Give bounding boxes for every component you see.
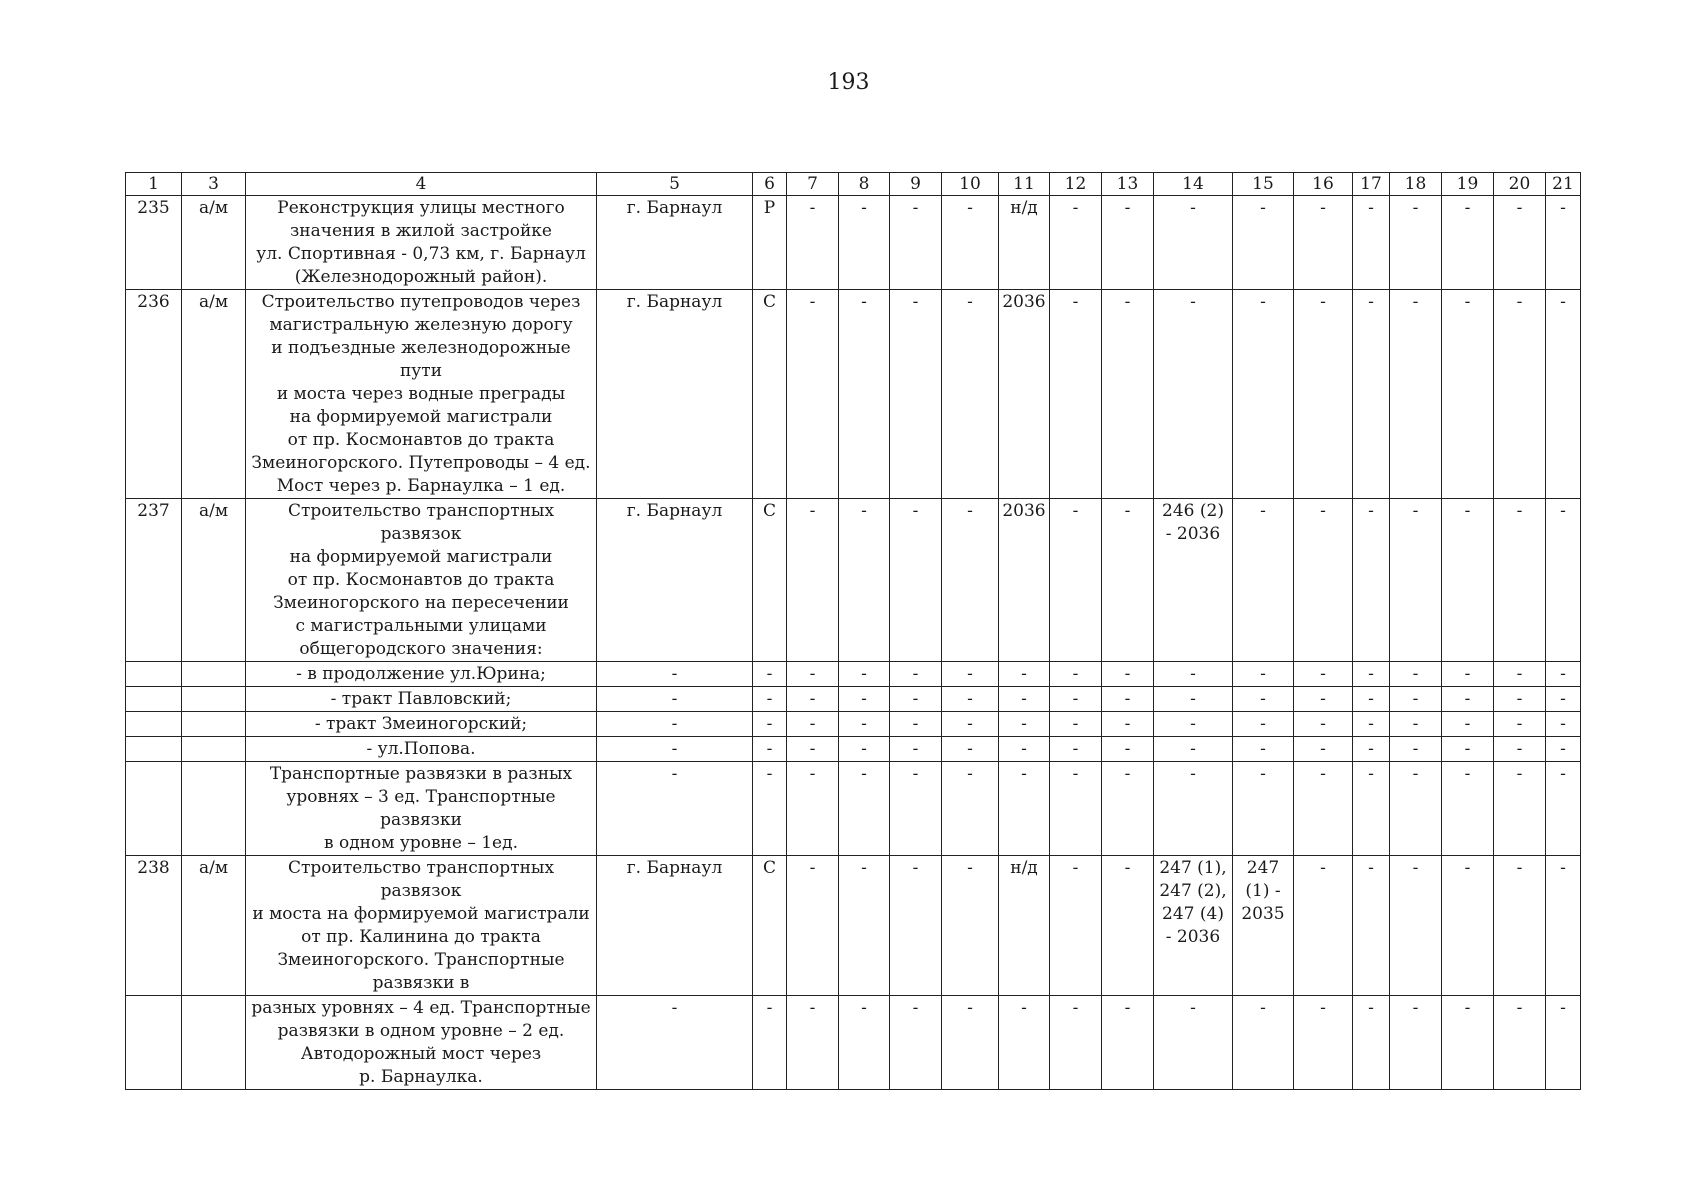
table-cell: а/м — [182, 856, 246, 996]
page-number: 193 — [827, 70, 870, 95]
table-cell: - — [1494, 856, 1546, 996]
table-cell: - — [753, 662, 787, 687]
table-cell: - — [1390, 712, 1442, 737]
table-cell: - — [1154, 687, 1233, 712]
column-header: 5 — [597, 173, 753, 196]
table-cell: - — [1050, 687, 1102, 712]
table-cell: Строительство путепроводов через магистральную железную дорогу и подъездные железнодорожные пути и моста через водные преграды на формируемой магистрали от пр. Космонавтов до тракта Змеиногорского. Путепроводы – 4 ед. Мост через р. Барнаулка – 1 ед. — [246, 290, 597, 499]
table-cell: - — [890, 996, 942, 1090]
table-cell — [126, 662, 182, 687]
table-cell: - — [597, 687, 753, 712]
column-header: 11 — [999, 173, 1050, 196]
table-cell: - — [1294, 996, 1353, 1090]
table-cell: - — [942, 762, 999, 856]
table-cell: - — [839, 196, 890, 290]
table-cell: - — [1050, 737, 1102, 762]
table-cell: - — [839, 662, 890, 687]
table-cell — [182, 662, 246, 687]
table-cell: - — [1390, 856, 1442, 996]
table-row — [126, 762, 1581, 856]
table-cell: - — [1442, 499, 1494, 662]
table-cell: Строительство транспортных развязок на формируемой магистрали от пр. Космонавтов до тракта Змеиногорского на пересечении с магистральными улицами общегородского значения: — [246, 499, 597, 662]
table-cell: - — [1294, 196, 1353, 290]
table-cell: Строительство транспортных развязок и моста на формируемой магистрали от пр. Калинина до тракта Змеиногорского. Транспортные развязки в — [246, 856, 597, 996]
table-cell: - — [1154, 996, 1233, 1090]
table-cell: 2036 — [999, 499, 1050, 662]
table-cell: - — [1390, 737, 1442, 762]
table-cell: - — [1050, 762, 1102, 856]
table-cell: - — [890, 290, 942, 499]
table-cell: - — [597, 737, 753, 762]
table-cell: - — [839, 290, 890, 499]
table-cell: - — [1494, 499, 1546, 662]
table-cell: г. Барнаул — [597, 856, 753, 996]
table-row — [126, 499, 1581, 662]
table-cell: - — [1353, 499, 1390, 662]
table-cell: - — [839, 712, 890, 737]
table-cell: - — [1102, 499, 1154, 662]
table-cell: - — [597, 762, 753, 856]
table-cell: Р — [753, 196, 787, 290]
table-cell: - — [597, 662, 753, 687]
table-cell: - — [942, 196, 999, 290]
column-header: 19 — [1442, 173, 1494, 196]
table-cell: - — [999, 737, 1050, 762]
table-cell: - — [1494, 196, 1546, 290]
table-cell: - — [890, 499, 942, 662]
table-cell: - — [1353, 196, 1390, 290]
table-row — [126, 856, 1581, 996]
table-row — [126, 712, 1581, 737]
table-cell — [182, 687, 246, 712]
table-cell: - — [1494, 762, 1546, 856]
table-cell: - — [1050, 499, 1102, 662]
table-cell: г. Барнаул — [597, 290, 753, 499]
table-cell: Реконструкция улицы местного значения в жилой застройке ул. Спортивная - 0,73 км, г. Барнаул (Железнодорожный район). — [246, 196, 597, 290]
table-cell: - — [839, 856, 890, 996]
data-table — [125, 172, 1581, 1090]
table-cell: - — [999, 687, 1050, 712]
table-cell: - — [1494, 712, 1546, 737]
table-cell: - — [1294, 856, 1353, 996]
table-cell: а/м — [182, 499, 246, 662]
column-header: 12 — [1050, 173, 1102, 196]
table-cell — [126, 687, 182, 712]
table-cell: - — [1154, 290, 1233, 499]
table-cell: - — [1442, 996, 1494, 1090]
column-header: 15 — [1233, 173, 1294, 196]
table-cell: С — [753, 290, 787, 499]
table-cell: - — [1442, 712, 1494, 737]
table-cell: - — [839, 996, 890, 1090]
table-cell: - — [753, 762, 787, 856]
table-cell: - — [1102, 712, 1154, 737]
table-cell: 246 (2) - 2036 — [1154, 499, 1233, 662]
table-cell: - — [787, 290, 839, 499]
table-cell: а/м — [182, 290, 246, 499]
table-row — [126, 687, 1581, 712]
table-cell: - — [1390, 996, 1442, 1090]
column-header: 20 — [1494, 173, 1546, 196]
table-cell: - — [1546, 737, 1581, 762]
table-cell: - — [1050, 856, 1102, 996]
table-cell: - — [1154, 737, 1233, 762]
table-cell: Транспортные развязки в разных уровнях – 3 ед. Транспортные развязки в одном уровне – 1ед. — [246, 762, 597, 856]
table-cell: - — [942, 856, 999, 996]
table-cell: - — [787, 712, 839, 737]
table-cell: г. Барнаул — [597, 196, 753, 290]
column-header: 18 — [1390, 173, 1442, 196]
table-cell: - — [1050, 712, 1102, 737]
table-cell: - — [839, 499, 890, 662]
table-cell: - — [1353, 737, 1390, 762]
table-cell: - — [1546, 762, 1581, 856]
table-cell: - — [1442, 856, 1494, 996]
table-cell: - — [999, 662, 1050, 687]
table-cell — [182, 712, 246, 737]
table-cell: - — [1050, 196, 1102, 290]
table-cell: - — [1233, 499, 1294, 662]
table-cell: - — [1233, 996, 1294, 1090]
table-row — [126, 290, 1581, 499]
table-cell: - — [753, 737, 787, 762]
table-cell: - ул.Попова. — [246, 737, 597, 762]
table-cell: - — [1233, 712, 1294, 737]
table-row — [126, 196, 1581, 290]
table-cell: - — [1353, 687, 1390, 712]
table-cell: - — [1546, 996, 1581, 1090]
table-cell: - — [1294, 687, 1353, 712]
table-cell: - — [942, 737, 999, 762]
table-cell: - — [1050, 996, 1102, 1090]
header-row — [126, 173, 1581, 196]
table-cell — [126, 712, 182, 737]
table-cell: - — [1102, 996, 1154, 1090]
table-cell: - — [1442, 290, 1494, 499]
column-header: 9 — [890, 173, 942, 196]
table-cell: - — [942, 996, 999, 1090]
table-cell: 236 — [126, 290, 182, 499]
table-cell: - — [1494, 662, 1546, 687]
column-header: 8 — [839, 173, 890, 196]
table-cell: - — [1390, 196, 1442, 290]
table-cell: - — [1233, 290, 1294, 499]
table-cell: - — [1390, 762, 1442, 856]
table-cell: - — [597, 996, 753, 1090]
table-cell: - — [1390, 662, 1442, 687]
table-cell: - — [890, 196, 942, 290]
table-cell: 247 (1), 247 (2), 247 (4) - 2036 — [1154, 856, 1233, 996]
table-cell: - — [1546, 712, 1581, 737]
table-cell: - — [942, 712, 999, 737]
table-cell: - — [942, 290, 999, 499]
table-cell: - — [839, 737, 890, 762]
table-cell: - тракт Змеиногорский; — [246, 712, 597, 737]
table-cell: н/д — [999, 856, 1050, 996]
table-cell: - — [1546, 499, 1581, 662]
table-cell: - — [1442, 762, 1494, 856]
table-cell: С — [753, 499, 787, 662]
table-cell: - — [1154, 762, 1233, 856]
column-header: 7 — [787, 173, 839, 196]
table-cell: С — [753, 856, 787, 996]
table-cell: - — [1294, 290, 1353, 499]
column-header: 14 — [1154, 173, 1233, 196]
table-row — [126, 662, 1581, 687]
table-cell: - — [787, 196, 839, 290]
table-cell: - — [1546, 856, 1581, 996]
table-cell: - — [1494, 996, 1546, 1090]
table-cell: - — [1494, 737, 1546, 762]
table-cell: - — [1294, 499, 1353, 662]
table-cell: 247 (1) - 2035 — [1233, 856, 1294, 996]
table-cell: - — [1353, 762, 1390, 856]
table-cell: - в продолжение ул.Юрина; — [246, 662, 597, 687]
table-cell: - — [1294, 737, 1353, 762]
column-header: 10 — [942, 173, 999, 196]
table-cell: - — [1353, 662, 1390, 687]
table-cell: 237 — [126, 499, 182, 662]
table-cell: - — [787, 662, 839, 687]
table-cell: а/м — [182, 196, 246, 290]
table-cell: - — [1442, 662, 1494, 687]
table-cell: - — [1442, 737, 1494, 762]
table-cell — [182, 996, 246, 1090]
table-cell: - — [1233, 737, 1294, 762]
column-header: 1 — [126, 173, 182, 196]
table-cell: - — [1102, 662, 1154, 687]
column-header: 4 — [246, 173, 597, 196]
table-cell: - — [1353, 996, 1390, 1090]
table-cell: - — [1050, 290, 1102, 499]
table-cell: - — [1102, 290, 1154, 499]
table-cell: - — [839, 687, 890, 712]
table-cell: - — [597, 712, 753, 737]
table-cell: - — [1390, 687, 1442, 712]
table-cell: - — [1546, 662, 1581, 687]
table-cell: - — [1102, 737, 1154, 762]
table-cell: - — [753, 687, 787, 712]
table-cell: - — [1233, 196, 1294, 290]
table-cell: - — [1390, 290, 1442, 499]
table-cell: - — [890, 762, 942, 856]
table-cell: - — [1494, 687, 1546, 712]
table-cell: - — [999, 762, 1050, 856]
table-cell: - — [1102, 196, 1154, 290]
table-cell: - — [942, 662, 999, 687]
column-header: 16 — [1294, 173, 1353, 196]
table-cell: - — [1102, 762, 1154, 856]
table-cell — [182, 737, 246, 762]
table-cell: разных уровнях – 4 ед. Транспортные развязки в одном уровне – 2 ед. Автодорожный мост через р. Барнаулка. — [246, 996, 597, 1090]
column-header: 13 — [1102, 173, 1154, 196]
column-header: 21 — [1546, 173, 1581, 196]
table-cell — [182, 762, 246, 856]
table-cell: 2036 — [999, 290, 1050, 499]
table-cell: - — [1102, 856, 1154, 996]
table-cell: - — [1494, 290, 1546, 499]
table-cell: - — [1546, 290, 1581, 499]
table-cell: - — [753, 712, 787, 737]
table-cell: - — [787, 856, 839, 996]
table-cell: - — [890, 712, 942, 737]
table-cell: - — [999, 712, 1050, 737]
table-cell: - — [1050, 662, 1102, 687]
table-cell — [126, 762, 182, 856]
table-cell: - — [1233, 687, 1294, 712]
table-cell: - — [1294, 762, 1353, 856]
table-cell: - — [787, 499, 839, 662]
table-cell: - — [890, 687, 942, 712]
table-cell: 238 — [126, 856, 182, 996]
table-cell: - — [787, 996, 839, 1090]
table-cell: - — [787, 687, 839, 712]
table-cell: - — [1233, 662, 1294, 687]
column-header: 6 — [753, 173, 787, 196]
table-cell — [126, 996, 182, 1090]
table-cell: - — [1154, 196, 1233, 290]
table-cell: - — [787, 762, 839, 856]
table-cell: - — [942, 499, 999, 662]
table-cell: 235 — [126, 196, 182, 290]
table-cell: - — [942, 687, 999, 712]
table-row — [126, 996, 1581, 1090]
table-cell: - — [1233, 762, 1294, 856]
table-cell: - — [753, 996, 787, 1090]
table-cell: - — [1442, 687, 1494, 712]
table-cell: - — [787, 737, 839, 762]
table-cell: - — [1294, 662, 1353, 687]
table-cell: - — [890, 662, 942, 687]
table-cell: г. Барнаул — [597, 499, 753, 662]
column-header: 17 — [1353, 173, 1390, 196]
table-cell: - — [1442, 196, 1494, 290]
table-cell: - — [839, 762, 890, 856]
table-cell: - тракт Павловский; — [246, 687, 597, 712]
table-cell: - — [1353, 290, 1390, 499]
table-cell: - — [1390, 499, 1442, 662]
table-cell: - — [1102, 687, 1154, 712]
table-cell: - — [1294, 712, 1353, 737]
table-cell: - — [1353, 856, 1390, 996]
table-cell — [126, 737, 182, 762]
table-row — [126, 737, 1581, 762]
table-cell: - — [1546, 196, 1581, 290]
table-cell: - — [1546, 687, 1581, 712]
table-cell: н/д — [999, 196, 1050, 290]
column-header: 3 — [182, 173, 246, 196]
table-cell: - — [890, 737, 942, 762]
table-cell: - — [890, 856, 942, 996]
table-cell: - — [999, 996, 1050, 1090]
table-cell: - — [1353, 712, 1390, 737]
table-cell: - — [1154, 662, 1233, 687]
table-cell: - — [1154, 712, 1233, 737]
